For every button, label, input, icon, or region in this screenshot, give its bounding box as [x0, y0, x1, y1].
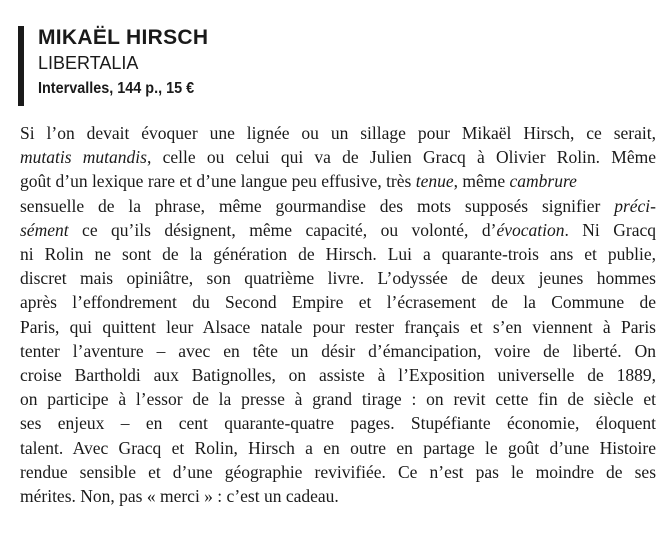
text-segment: tenter l’aventure – avec en tête un désir d’émancipation, voire de liberté. On: [20, 340, 656, 361]
review-line: [20, 339, 656, 363]
review-line: [20, 242, 656, 266]
header-accent-bar: [18, 26, 24, 106]
text-segment: , même: [453, 171, 510, 192]
text-segment: Si l’on devait évoquer une lignée ou un sillage pour Mikaël Hirsch, ce serait,: [20, 123, 656, 143]
text-segment: mérites. Non, pas « merci » : c’est un cadeau.: [20, 486, 339, 507]
review-line: [20, 484, 656, 508]
text-segment: ses enjeux – en cent quarante-quatre pages. Stupéfiante économie, éloquent: [20, 413, 656, 434]
text-segment: rendue sensible et d’une géographie revivifiée. Ce n’est pas le moindre de ses: [20, 461, 656, 482]
review-line: [20, 169, 656, 193]
italic-text: cambrure: [509, 171, 577, 192]
text-segment: goût d’un lexique rare et d’une langue peu effusive, très: [20, 171, 416, 192]
review-line: [20, 218, 656, 242]
italic-text: mutatis mutandis: [20, 147, 147, 168]
text-segment: ce qu’ils désignent, même capacité, ou volonté, d’: [68, 219, 497, 240]
text-segment: . Ni Gracq: [564, 219, 656, 240]
text-segment: croise Bartholdi aux Batignolles, on assiste à l’Exposition universelle de 1889,: [20, 365, 656, 386]
review-body: [20, 121, 656, 508]
italic-text: tenue: [415, 171, 454, 192]
text-segment: après l’effondrement du Second Empire et l’écrasement de la Commune de: [20, 292, 656, 313]
text-segment: ni Rolin ne sont de la génération de Hirsch. Lui a quarante-trois ans et publie,: [20, 244, 656, 265]
review-line: [20, 145, 656, 169]
italic-text: préci-: [614, 195, 656, 216]
text-segment: talent. Avec Gracq et Rolin, Hirsch a en outre en partage le goût d’une Histoire: [20, 437, 656, 458]
book-title: LIBERTALIA: [38, 53, 139, 73]
review-line: [20, 363, 656, 387]
review-line: [20, 266, 656, 290]
author-name: MIKAËL HIRSCH: [38, 26, 209, 49]
review-line: [20, 387, 656, 411]
review-header: [18, 26, 658, 106]
text-segment: sensuelle de la phrase, même gourmandise des mots supposés signifier: [20, 195, 615, 216]
text-segment: discret mais opiniâtre, son quatrième livre. L’odyssée de deux jeunes hommes: [20, 268, 656, 289]
italic-text: sément: [20, 219, 69, 240]
review-line: [20, 290, 656, 314]
review-line: [20, 194, 656, 218]
review-line: [20, 315, 656, 339]
italic-text: évocation: [496, 219, 565, 240]
review-line: [20, 121, 656, 145]
review-line: [20, 411, 656, 435]
text-segment: , celle ou celui qui va de Julien Gracq à Olivier Rolin. Même: [146, 147, 656, 168]
review-line: [20, 436, 656, 460]
publisher-info: Intervalles, 144 p., 15 €: [38, 80, 195, 97]
text-segment: on participe à l’essor de la presse à grand tirage : on revit cette fin de siècle et: [20, 389, 656, 410]
review-line: [20, 460, 656, 484]
text-segment: Paris, qui quittent leur Alsace natale pour rester français et s’en viennent à Paris: [20, 316, 656, 337]
